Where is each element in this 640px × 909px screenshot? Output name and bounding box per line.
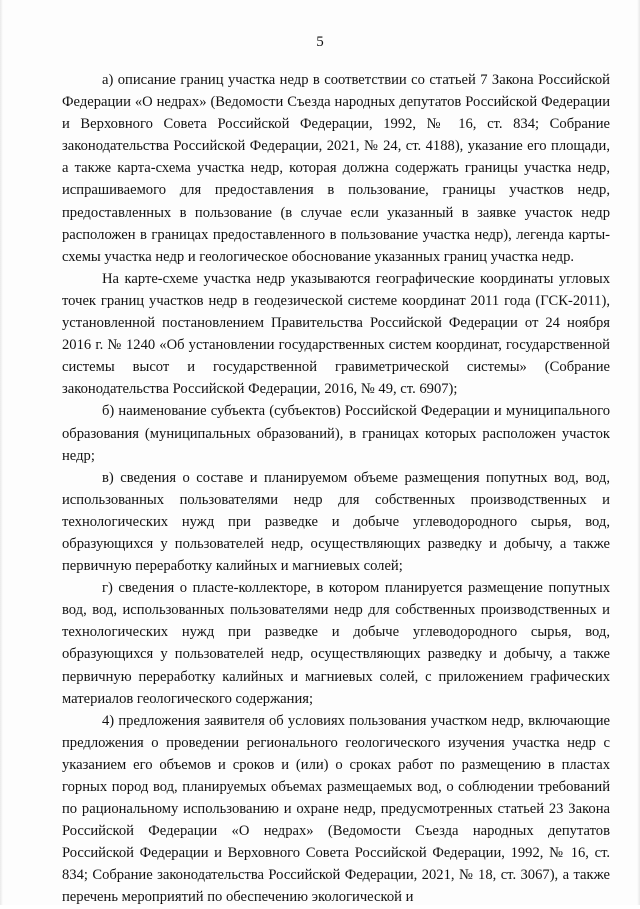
scan-edge-left — [0, 0, 3, 905]
paragraph-b: б) наименование субъекта (субъектов) Российской Федерации и муниципального образования (муниципальных образований), в границах которых расположен участок недр; — [62, 403, 610, 464]
paragraph-a: а) описание границ участка недр в соответствии со статьей 7 Закона Российской Федерации «О недрах» (Ведомости Съезда народных депутатов Российской Федерации и Верховного Совета Российской Федерации, 1992, № 16, ст. 834; Собрание законодательства Российской Федерации, 2021, № 24, ст. 4188), указание его площади, а также карта-схема участка недр, которая должна содержать границы участка недр, испрашиваемого для предоставления в пользование, границы участков недр, предоставленных в пользование (в случае если указанный в заявке участок недр расположен в границах предоставленного в пользование участка недр), легенда карты-схемы участка недр и геологическое обоснование указанных границ участка недр. — [62, 72, 610, 265]
document-body — [62, 69, 610, 909]
paragraph-4: 4) предложения заявителя об условиях пользования участком недр, включающие предложения о проведении регионального геологического изучения участка недр с указанием его объемов и сроков и (или) о сроках работ по размещению в пластах горных пород вод, планируемых объемах размещаемых вод, о соблюдении требований по рациональному использованию и охране недр, предусмотренных статьей 23 Закона Российской Федерации «О недрах» (Ведомости Съезда народных депутатов Российской Федерации и Верховного Совета Российской Федерации, 1992, № 16, ст. 834; Собрание законодательства Российской Федерации, 2021, № 18, ст. 3067), а также перечень мероприятий по обеспечению экологической и — [62, 712, 610, 906]
paragraph-v: в) сведения о составе и планируемом объеме размещения попутных вод, вод, использованных пользователями недр для собственных производственных и технологических нужд при разведке и добыче углеводородного сырья, вод, образующихся у пользователей недр, осуществляющих разведку и добычу, а также первичную переработку калийных и магниевых солей; — [62, 469, 610, 575]
paragraph-g: г) сведения о пласте-коллекторе, в котором планируется размещение попутных вод, вод, использованных пользователями недр для собственных производственных и технологических нужд при разведке и добыче углеводородного сырья, вод, образующихся у пользователей недр, осуществляющих разведку и добычу, а также первичную переработку калийных и магниевых солей, с приложением графических материалов геологического содержания; — [62, 580, 610, 707]
page-number: 5 — [316, 34, 324, 50]
paragraph-map-scheme: На карте-схеме участка недр указываются географические координаты угловых точек границ участков недр в геодезической системе координат 2011 года (ГСК-2011), установленной постановлением Правительства Российской Федерации от 24 ноября 2016 г. № 1240 «Об установлении государственных систем координат, государственной системы высот и государственной гравиметрической системы» (Собрание законодательства Российской Федерации, 2016, № 49, ст. 6907); — [62, 270, 610, 398]
